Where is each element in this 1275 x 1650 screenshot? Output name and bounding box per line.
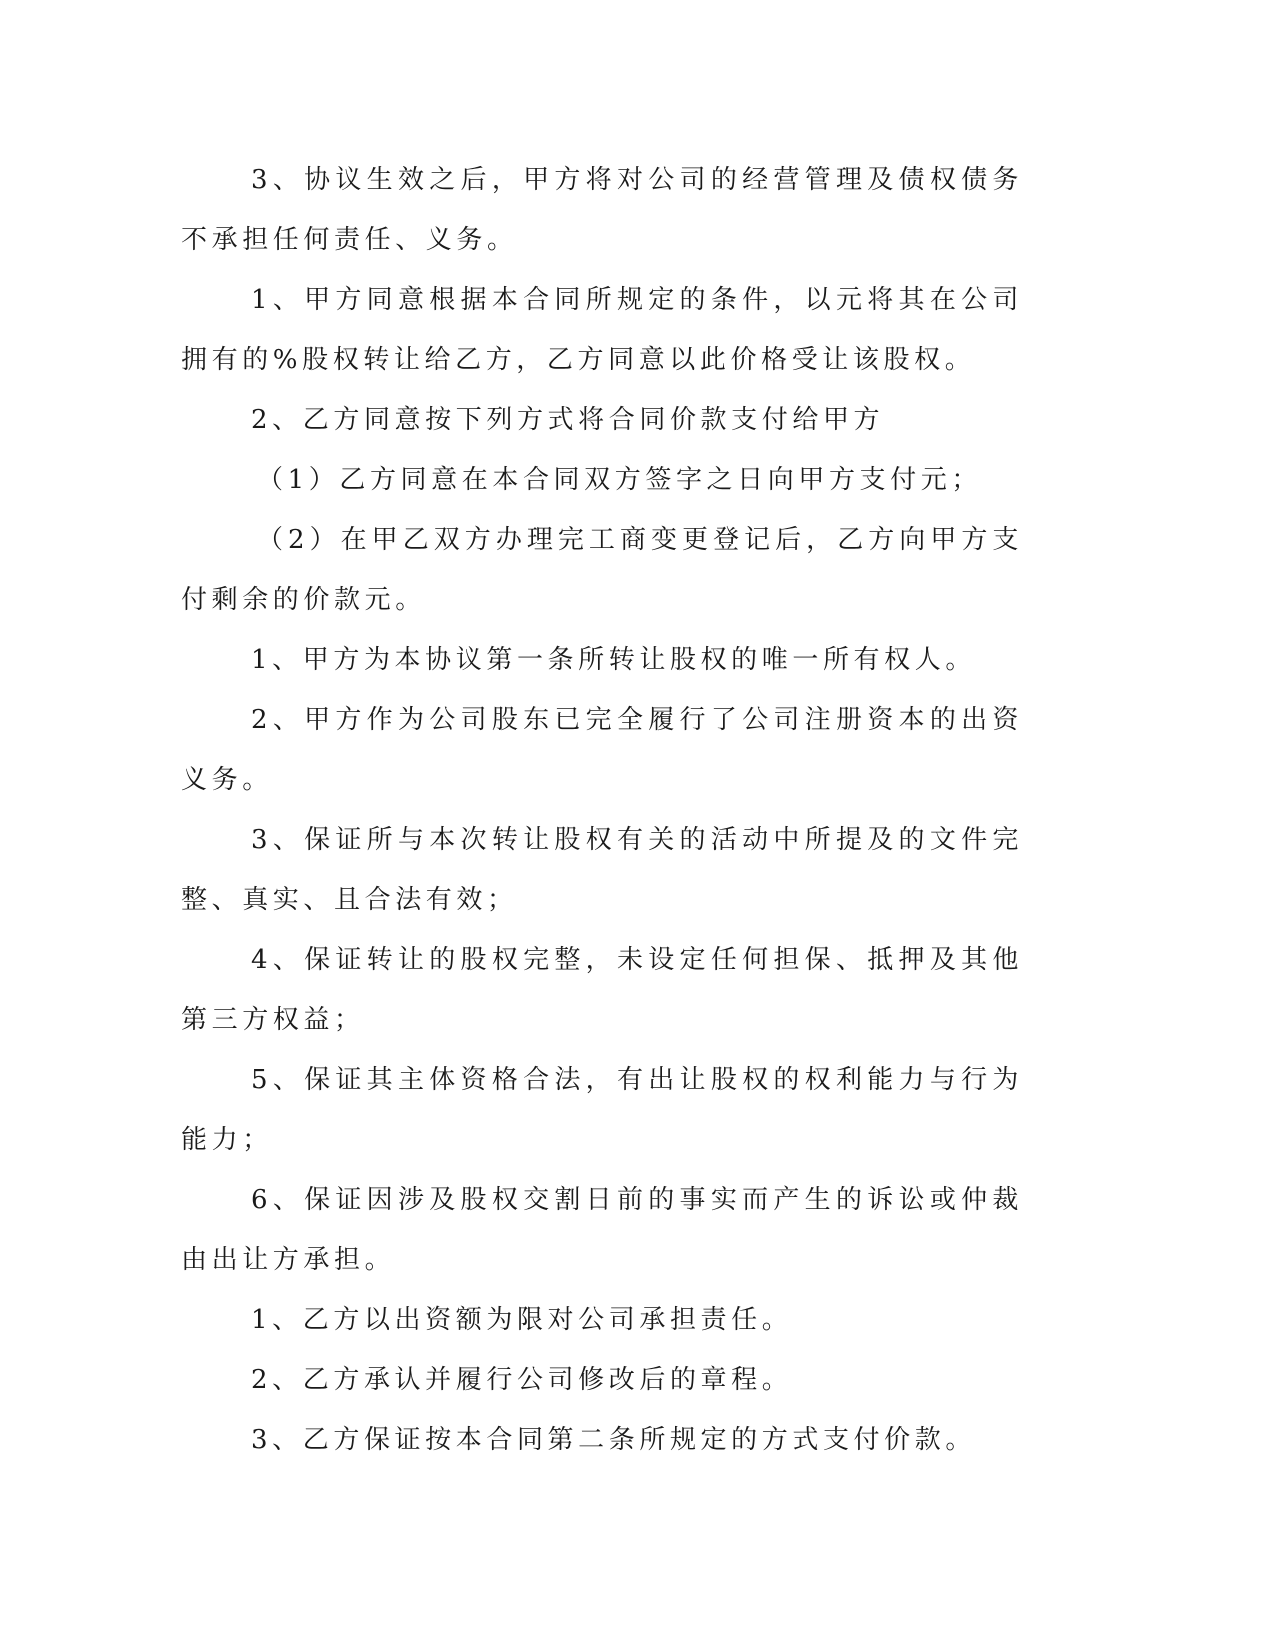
paragraph-party-b-charter: 2、乙方承认并履行公司修改后的章程。 [251, 1365, 793, 1395]
paragraph-transfer-consent: 1、甲方同意根据本合同所规定的条件，以元将其在公司拥有的%股权转让给乙方，乙方同意以此价格受让该股权。 [181, 285, 1023, 375]
paragraph-party-a-owner: 1、甲方为本协议第一条所转让股权的唯一所有权人。 [251, 645, 976, 675]
paragraph-article-3-effect: 3、协议生效之后，甲方将对公司的经营管理及债权债务不承担任何责任、义务。 [181, 165, 1023, 255]
paragraph-guarantee-equity: 4、保证转让的股权完整，未设定任何担保、抵押及其他第三方权益； [181, 945, 1023, 1035]
paragraph-payment-step-1: （1）乙方同意在本合同双方签字之日向甲方支付元； [257, 465, 982, 495]
paragraph-guarantee-documents: 3、保证所与本次转让股权有关的活动中所提及的文件完整、真实、且合法有效； [181, 825, 1023, 915]
paragraph-party-b-payment: 3、乙方保证按本合同第二条所规定的方式支付价款。 [251, 1425, 976, 1455]
document-body [181, 150, 1023, 1470]
paragraph-payment-method: 2、乙方同意按下列方式将合同价款支付给甲方 [251, 405, 885, 435]
paragraph-guarantee-litigation: 6、保证因涉及股权交割日前的事实而产生的诉讼或仲裁由出让方承担。 [181, 1185, 1023, 1275]
paragraph-payment-step-2: （2）在甲乙双方办理完工商变更登记后，乙方向甲方支付剩余的价款元。 [181, 525, 1023, 615]
paragraph-party-a-capital: 2、甲方作为公司股东已完全履行了公司注册资本的出资义务。 [181, 705, 1023, 795]
paragraph-party-b-liability: 1、乙方以出资额为限对公司承担责任。 [251, 1305, 793, 1335]
paragraph-guarantee-qualification: 5、保证其主体资格合法，有出让股权的权利能力与行为能力； [181, 1065, 1023, 1155]
